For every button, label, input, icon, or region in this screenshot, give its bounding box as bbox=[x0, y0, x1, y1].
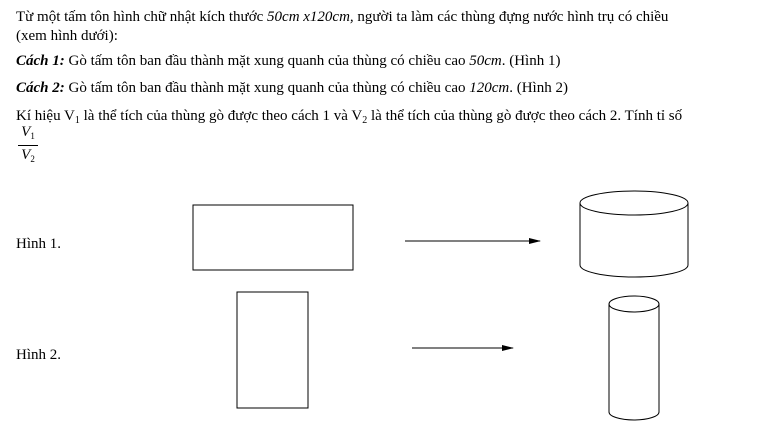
method-1-text: Gò tấm tôn ban đầu thành mặt xung quanh của thùng có chiều cao bbox=[64, 53, 470, 69]
figure-1-sheet bbox=[193, 205, 353, 270]
figure-2-sheet bbox=[237, 292, 308, 408]
problem-intro: Từ một tấm tôn hình chữ nhật kích thước bbox=[16, 9, 268, 25]
method-1-height: 50cm bbox=[469, 53, 502, 69]
def-part-b: là thể tích của thùng gò được theo cách 1 và V bbox=[79, 108, 363, 124]
method-2-ref: . (Hình 2) bbox=[509, 80, 568, 96]
sheet-dimensions: 50cm x120cm, bbox=[267, 9, 354, 25]
method-2-label: Cách 2: bbox=[16, 80, 65, 96]
method-2-text: Gò tấm tôn ban đầu thành mặt xung quanh của thùng có chiều cao bbox=[64, 80, 470, 96]
method-1-label: Cách 1: bbox=[16, 53, 65, 69]
method-2-height: 120cm bbox=[469, 80, 510, 96]
see-figure-note: (xem hình dưới): bbox=[16, 28, 118, 44]
figure-1-cylinder bbox=[580, 191, 688, 277]
method-1-ref: . (Hình 1) bbox=[501, 53, 561, 69]
def-part-a: Kí hiệu V bbox=[16, 108, 75, 124]
def-sub-1: 1 bbox=[74, 115, 80, 126]
figure-1-label: Hình 1. bbox=[16, 236, 61, 252]
problem-intro-cont: người ta làm các thùng đựng nước hình trụ có chiều bbox=[353, 9, 669, 25]
def-sub-2: 2 bbox=[362, 115, 368, 126]
figure-2-cylinder bbox=[609, 296, 659, 420]
fraction-numerator: $V_1$ bbox=[18, 124, 38, 146]
def-part-c: là thể tích của thùng gò được theo cách 2. Tính tỉ số bbox=[367, 108, 683, 124]
fraction-denominator: $V_2$ bbox=[21, 147, 35, 164]
figure-2-label: Hình 2. bbox=[16, 347, 61, 363]
